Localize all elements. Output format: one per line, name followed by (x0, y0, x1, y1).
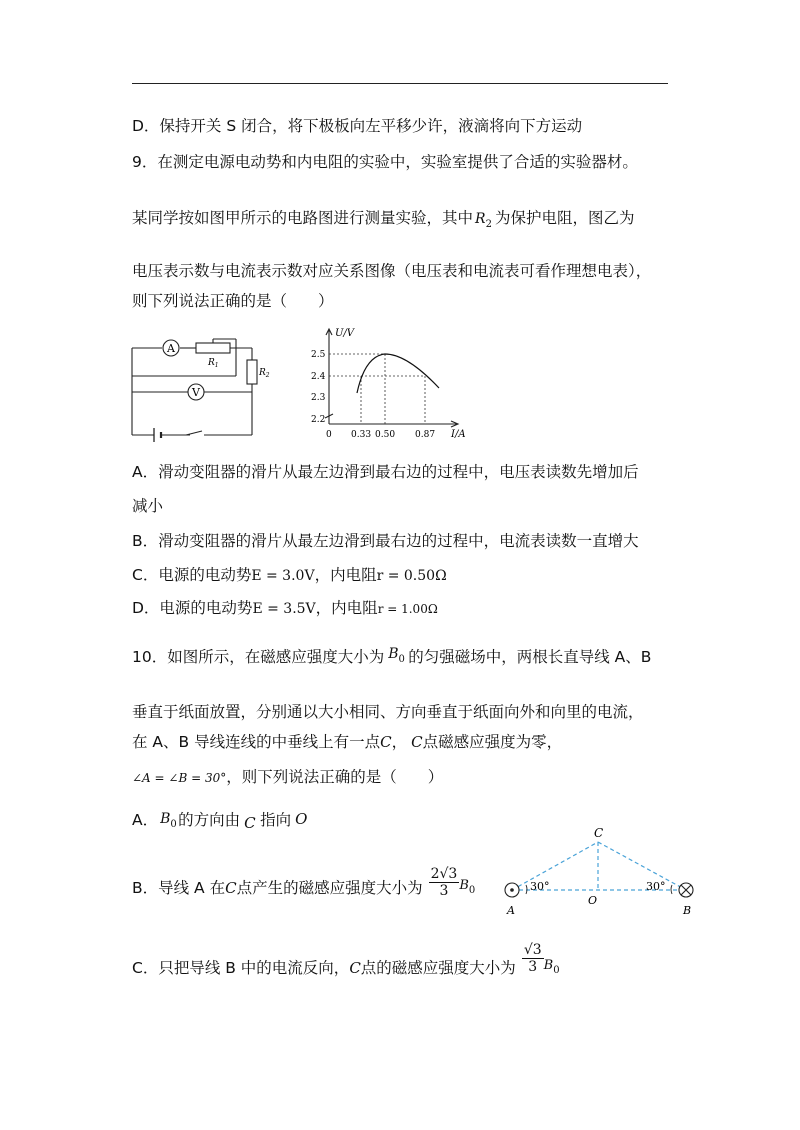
circuit-diagram (128, 335, 278, 445)
point-a-label: A (507, 904, 515, 917)
r1-label: $R_1$ (208, 358, 219, 369)
q9-d-emf: E = 3.5V (252, 601, 316, 617)
u-i-graph (305, 326, 480, 446)
header-rule (132, 83, 668, 84)
angle-a-label: 30° (530, 880, 550, 893)
voltmeter-label: V (192, 386, 200, 399)
wire-geometry-diagram (500, 825, 710, 920)
q10-stem-line2: 垂直于纸面放置，分别通以大小相同、方向垂直于纸面向外和向里的电流， (132, 703, 644, 721)
q10-option-a: A． $B_0$ 的方向由 C 指向 O (132, 810, 308, 832)
q10-stem-line1: 10．如图所示，在磁感应强度大小为 $B_0$ 的匀强磁场中，两根长直导线 A、B (132, 647, 651, 667)
x-tick-0.87: 0.87 (415, 430, 436, 440)
q10-option-b: B．导线 A 在C点产生的磁感应强度大小为 $\frac{2√3}{3}$ $^{B_0}$ (132, 866, 476, 899)
point-b-label: B (683, 904, 692, 917)
b0-symbol: $B_0$ (388, 646, 405, 665)
q10-option-c: C．只把导线 B 中的电流反向，C点的磁感应强度大小为 $\frac{√3}{3}$ $^{B_0}$ (132, 942, 560, 977)
u-i-curve (357, 354, 439, 393)
q9-option-b: B．滑动变阻器的滑片从最左边滑到最右边的过程中，电流表读数一直增大 (132, 532, 639, 550)
q9-c-r: r = 0.50Ω (376, 568, 447, 584)
q9-option-a-line1: A．滑动变阻器的滑片从最左边滑到最右边的过程中，电压表读数先增加后 (132, 463, 639, 481)
q9-stem-line2: 某同学按如图甲所示的电路图进行测量实验，其中 $R_2$ 为保护电阻，图乙为 (132, 208, 635, 228)
option-b-fraction: $\frac{2√3}{3}$ (430, 866, 458, 899)
r2-label: $R_2$ (259, 368, 270, 379)
origin-label: 0 (326, 430, 332, 440)
x-tick-0.33: 0.33 (351, 430, 372, 440)
y-tick-2.2: 2.2 (311, 415, 326, 425)
wire-b-in-icon (679, 883, 693, 897)
option-c-fraction: $\frac{√3}{3}$ (523, 942, 542, 975)
r2-symbol: $R_2$ (475, 211, 492, 230)
y-tick-2.5: 2.5 (311, 350, 326, 360)
y-tick-2.4: 2.4 (311, 372, 326, 382)
q10-stem-line3: 在 A、B 导线连线的中垂线上有一点C， C点磁感应强度为零， (132, 733, 563, 751)
q10-stem-line4: ∠A = ∠B = 30°，则下列说法正确的是（ ） (132, 768, 444, 786)
q8-option-d: D．保持开关 S 闭合，将下极板向左平移少许，液滴将向下方运动 (132, 117, 583, 135)
y-tick-2.3: 2.3 (311, 393, 326, 403)
q9-c-emf: E = 3.0V (251, 568, 315, 584)
q9-d-r: r = 1.00Ω (377, 602, 438, 616)
q9-stem-line1: 9．在测定电源电动势和内电阻的实验中，实验室提供了合适的实验器材。 (132, 153, 638, 171)
x-axis-label: I/A (451, 429, 466, 440)
q9-stem-line4: 则下列说法正确的是（ ） (132, 292, 334, 310)
q9-stem-line3: 电压表示数与电流表示数对应关系图像（电压表和电流表可看作理想电表）， (132, 262, 652, 280)
q9-option-a-line2: 减小 (132, 497, 164, 515)
angle-b-label: 30° (646, 880, 666, 893)
wire-a-out-icon (505, 883, 519, 897)
ammeter-label: A (167, 342, 175, 355)
x-tick-0.50: 0.50 (375, 430, 396, 440)
point-o-label: O (588, 894, 598, 907)
q9-option-d: D．电源的电动势E = 3.5V，内电阻r = 1.00Ω (132, 599, 438, 617)
point-c-label: C (594, 826, 604, 840)
angle-expression: ∠A = ∠B = 30° (132, 771, 227, 785)
y-axis-label: U/V (335, 328, 355, 339)
q9-option-c: C．电源的电动势E = 3.0V，内电阻r = 0.50Ω (132, 566, 447, 584)
